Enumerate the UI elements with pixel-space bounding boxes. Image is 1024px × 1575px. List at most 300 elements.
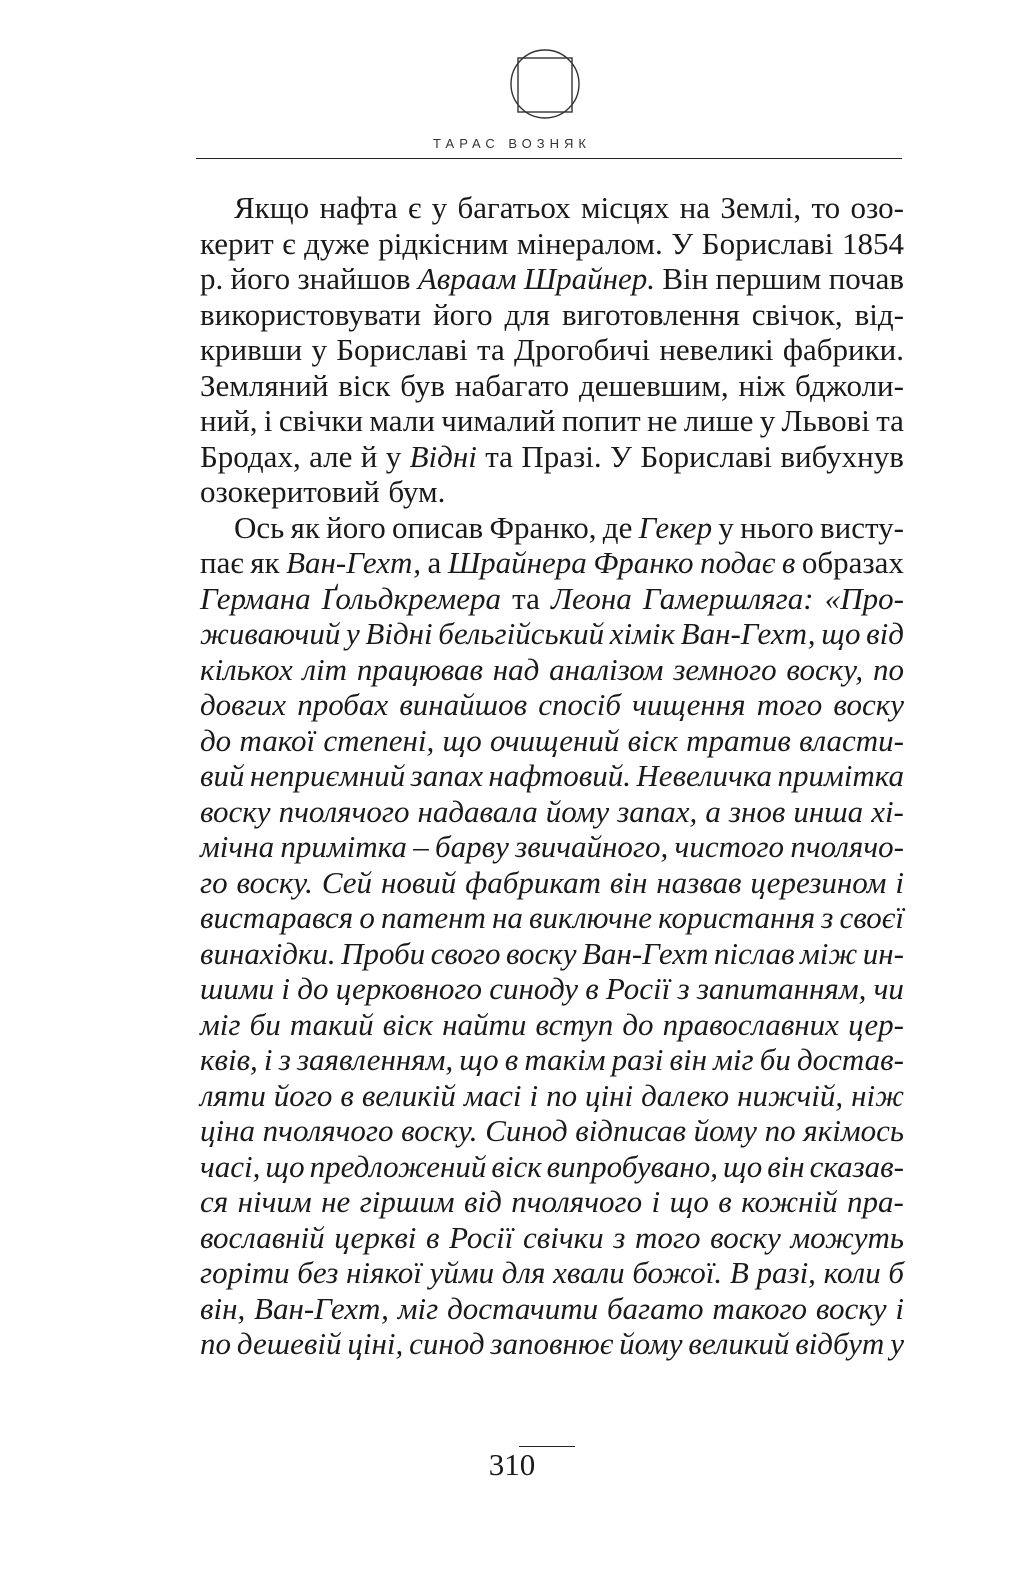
word: від- [854,296,904,332]
word: він [609,864,648,900]
word: і [263,1042,273,1077]
word: з [613,1219,626,1255]
word: Ось [234,509,285,545]
word: степені, [323,722,435,758]
paragraph [200,190,904,510]
word: набагато [454,367,570,403]
word: ин- [862,935,904,971]
word: у [385,438,402,474]
word: тратив [686,722,791,758]
word: – [413,829,429,864]
word: у [345,616,360,651]
word: У [609,438,632,474]
word: воску [833,687,904,722]
word: Проби [341,935,426,971]
word: та [485,438,513,474]
word: що [669,1184,709,1219]
word: найти [442,1006,527,1042]
word: чи [873,971,904,1006]
word: Невеличка [636,758,773,793]
word: знайшов [297,261,411,296]
word: р. [200,261,224,296]
word: що [265,1148,305,1184]
header-divider [196,158,902,159]
word: на [492,900,523,935]
word: Відні [409,438,477,474]
word: Відні [365,616,433,651]
word: свічки [523,1219,604,1255]
word: Леона [551,580,632,616]
word: керит [200,225,274,261]
text-line [200,900,904,936]
word: рідкісним [378,225,509,261]
word: подає [700,545,776,580]
word: Дрогобичі [513,332,651,367]
word: заявленням, [296,1042,454,1077]
word: Гамершляга: [642,580,814,616]
word: Шрайнера [447,545,587,580]
word: йому [545,793,610,829]
word: воску, [786,651,864,687]
word: і [263,403,273,438]
word: почав [828,261,904,296]
word: нього [740,509,814,545]
word: го [200,864,228,900]
word: чистого [674,829,785,864]
word: ний, [200,403,258,438]
text-line [200,687,904,723]
word: пчолячо- [790,829,904,864]
word: для [504,296,551,332]
text-line [200,1042,904,1078]
word: разі [611,1042,664,1077]
word: його [273,1077,333,1113]
word: з [677,971,690,1006]
word: хі- [871,793,904,829]
word: післав [713,935,795,971]
word: знов [728,793,786,829]
word: В [729,1255,749,1290]
word: віск [338,367,391,403]
text-line [200,723,904,759]
word: його [326,509,386,545]
word: часі, [200,1148,261,1184]
word: висту- [820,509,904,545]
word: а [427,545,442,580]
word: шими [200,971,275,1006]
text-line [200,1326,904,1362]
word: Шрайнер. [523,261,656,296]
word: дешевій [236,1326,342,1361]
word: гіршим [359,1184,455,1219]
text-line [200,439,904,475]
word: кожній [741,1184,838,1219]
word: по [546,1077,578,1113]
word: але [309,438,353,474]
text-line [200,758,904,794]
word: разі, [756,1255,816,1290]
word: віск [382,1006,434,1042]
word: не [647,403,678,438]
word: до [297,971,329,1006]
word: Ван-Гехт, [286,545,421,580]
word: де [602,509,633,545]
word: такий [289,1006,374,1042]
word: горіти [200,1255,290,1290]
word: хімік [609,616,676,651]
word: по [872,651,904,687]
word: що [442,722,482,758]
word: він [767,1148,805,1184]
word: запах [410,758,483,793]
word: Бродах, [200,438,301,474]
running-header-author: ТАРАС ВОЗНЯК [433,136,591,151]
word: такого [712,1290,808,1326]
word: запах, [617,793,698,829]
word: цер- [848,1006,904,1042]
text-line [200,474,904,510]
word: Бориславі [336,332,468,367]
text-line [200,1149,904,1185]
word: Ван-Гехт [582,935,709,971]
word: предложений [309,1148,487,1184]
word: Сей [321,864,373,900]
word: ся [200,1184,229,1219]
word: пробах [297,687,389,722]
word: би [759,1042,791,1077]
paragraph [200,510,904,1362]
word: для [501,1255,546,1290]
word: в [504,1042,519,1077]
word: Празі. [521,438,602,474]
word: барву [435,829,509,864]
word: Синод [485,1113,568,1148]
word: божої. [632,1255,723,1290]
word: то [811,190,841,225]
word: міг [200,1006,241,1042]
text-line [200,829,904,865]
word: у [311,332,327,367]
word: пчолячого [278,793,410,829]
word: звичайного, [515,829,669,864]
word: використовувати [200,296,422,332]
text-line [200,1255,904,1291]
word: можуть [790,1219,904,1255]
word: вий [200,758,245,793]
word: Земляний [200,367,329,403]
word: фабрики. [782,332,904,367]
word: воску [815,1290,887,1326]
word: синоду [489,971,578,1006]
word: міг [397,1290,439,1326]
word: примітка [280,829,407,864]
word: масі [463,1077,522,1113]
word: Росії [449,1219,514,1255]
word: спосіб [538,687,621,722]
text-line [200,971,904,1007]
word: своєї [839,900,904,935]
word: його [230,261,291,296]
word: такім [524,1042,606,1077]
word: мічна [200,829,275,864]
word: відписав [575,1113,686,1148]
word: чималий [441,403,556,438]
text-line [200,226,904,262]
word: коли [823,1255,881,1290]
word: мінералом. [516,225,663,261]
word: місцях [580,190,670,225]
word: між [800,935,858,971]
word: фабрикат [465,864,601,900]
word: ціні [585,1077,634,1113]
word: неприємний [249,758,406,793]
word: випробувано, [546,1148,719,1184]
word: свічки [278,403,364,438]
word: заповнює [490,1326,614,1361]
word: користання [658,900,816,935]
word: православних [662,1006,839,1042]
word: того [756,687,823,722]
word: аналізом [549,651,664,687]
word: Землі, [720,190,802,225]
word: Львові [781,403,870,438]
word: 1854 [841,225,904,261]
word: якімось [803,1113,904,1148]
word: Росії [605,971,671,1006]
word: у [890,1326,904,1361]
word: дешевшим, [578,367,729,403]
text-line [200,1220,904,1256]
word: відбут [795,1326,885,1361]
text-line [200,581,904,617]
word: у [718,509,734,545]
word: живаючий [200,616,341,651]
word: є [282,225,296,261]
word: лише [683,403,754,438]
word: над [492,651,540,687]
word: власти- [799,722,904,758]
word: Він [662,261,709,296]
word: вибухнув [780,438,904,474]
word: що [722,1148,763,1184]
word: нафтовий. [488,758,631,793]
word: у [431,190,448,225]
word: нічим [237,1184,312,1219]
word: достав- [796,1042,904,1077]
word: Франко [593,545,694,580]
word: пчолячого [262,1113,394,1148]
word: і [651,1184,661,1219]
word: пра- [847,1184,904,1219]
word: уйми [429,1255,495,1290]
text-line [200,1078,904,1114]
word: працював [356,651,483,687]
word: свічок, [751,296,843,332]
word: того [635,1219,701,1255]
text-line [200,652,904,688]
word: примітка [777,758,904,793]
word: Якщо [234,190,310,225]
word: воску. [401,1113,478,1148]
word: від [866,616,904,651]
word: очищений [490,722,620,758]
word: великий [688,1326,790,1361]
word: Ґольдкремера [321,580,501,616]
word: віск [491,1148,542,1184]
word: в [718,1184,732,1219]
word: та [876,403,904,438]
word: ніж [851,1077,904,1113]
word: Ван-Гехт, [254,1290,389,1326]
word: довгих [200,687,286,722]
word: ляти [200,1077,266,1113]
word: вступ [535,1006,614,1042]
word: і [895,1290,904,1326]
word: виключне [529,900,652,935]
text-line [200,794,904,830]
word: назвав [656,864,742,900]
word: як [250,545,280,580]
word: багатьох [457,190,571,225]
word: вославній [200,1219,325,1255]
word: до [200,722,232,758]
word: земного [673,651,777,687]
text-line [200,616,904,652]
word: з [821,900,834,935]
text-line [200,1113,904,1149]
text-line [200,545,904,581]
word: в [585,971,599,1006]
word: Бориславі [701,225,834,261]
word: нижчій, [737,1077,844,1113]
word: воску. [236,864,313,900]
word: йому [693,1113,757,1148]
word: він [669,1042,707,1077]
word: квів, [200,1042,258,1077]
word: хвали [553,1255,625,1290]
word: а [705,793,721,829]
word: церезином [750,864,887,900]
word: описав [391,509,484,545]
word: на [679,190,711,225]
word: кривши [200,332,303,367]
text-line [200,1184,904,1220]
word: у [759,403,776,438]
text-line [200,936,904,972]
word: надавала [417,793,538,829]
word: дуже [304,225,370,261]
word: великій [361,1077,456,1113]
text-line [200,403,904,439]
word: літ [302,651,348,687]
word: б [888,1255,904,1290]
word: як [290,509,320,545]
word: новий [380,864,457,900]
word: би [249,1006,281,1042]
word: в [340,1077,354,1113]
word: ціна [200,1113,255,1148]
word: не [321,1184,351,1219]
word: достачити [447,1290,599,1326]
word: кількох [200,651,293,687]
word: в [426,1219,440,1255]
word: озо- [850,190,904,225]
word: і [281,971,291,1006]
word: невеликі [659,332,774,367]
word: без [297,1255,339,1290]
text-line [200,510,904,546]
word: инша [793,793,864,829]
word: багато [606,1290,704,1326]
word: свого [430,935,501,971]
word: та [477,332,505,367]
word: озокеритовий [200,474,380,509]
word: воску [710,1219,781,1255]
word: чищення [632,687,746,722]
word: йому [619,1326,683,1361]
word: і [895,864,904,900]
word: першим [715,261,822,296]
text-line [200,190,904,226]
word: образах [801,545,904,580]
word: бельгійський [438,616,605,651]
word: У [671,225,694,261]
circle-square-emblem-icon [509,46,581,122]
word: і [529,1077,539,1113]
word: міг [713,1042,754,1077]
word: пчолячого [511,1184,643,1219]
word: Гекер [638,509,713,545]
word: що [821,616,861,651]
word: та [512,580,540,616]
word: бум. [388,474,446,509]
word: виготовлення [561,296,740,332]
word: пає [200,545,244,580]
text-line [200,865,904,901]
text-line [200,332,904,368]
word: Германа [200,580,311,616]
word: до [622,1006,654,1042]
word: в [781,545,796,580]
word: Бориславі [640,438,772,474]
word: запитанням, [696,971,867,1006]
word: вистарався [200,900,354,935]
word: Авраам [417,261,517,296]
word: попит [561,403,641,438]
word: воску [200,793,271,829]
word: винайшов [399,687,528,722]
text-line [200,1291,904,1327]
text-line [200,1007,904,1043]
word: синод [409,1326,485,1361]
word: є [407,190,422,225]
word: Ван-Гехт, [680,616,816,651]
word: патент [380,900,486,935]
word: віск [627,722,678,758]
word: по [764,1113,796,1148]
word: бджоли- [795,367,904,403]
word: сказав- [809,1148,904,1184]
text-line [200,261,904,297]
word: ніякої [346,1255,422,1290]
word: ціні, [347,1326,404,1361]
word: він, [200,1290,246,1326]
word: й [360,438,378,474]
text-line [200,368,904,404]
body-text [200,190,904,1362]
word: такої [239,722,316,758]
word: далеко [641,1077,730,1113]
